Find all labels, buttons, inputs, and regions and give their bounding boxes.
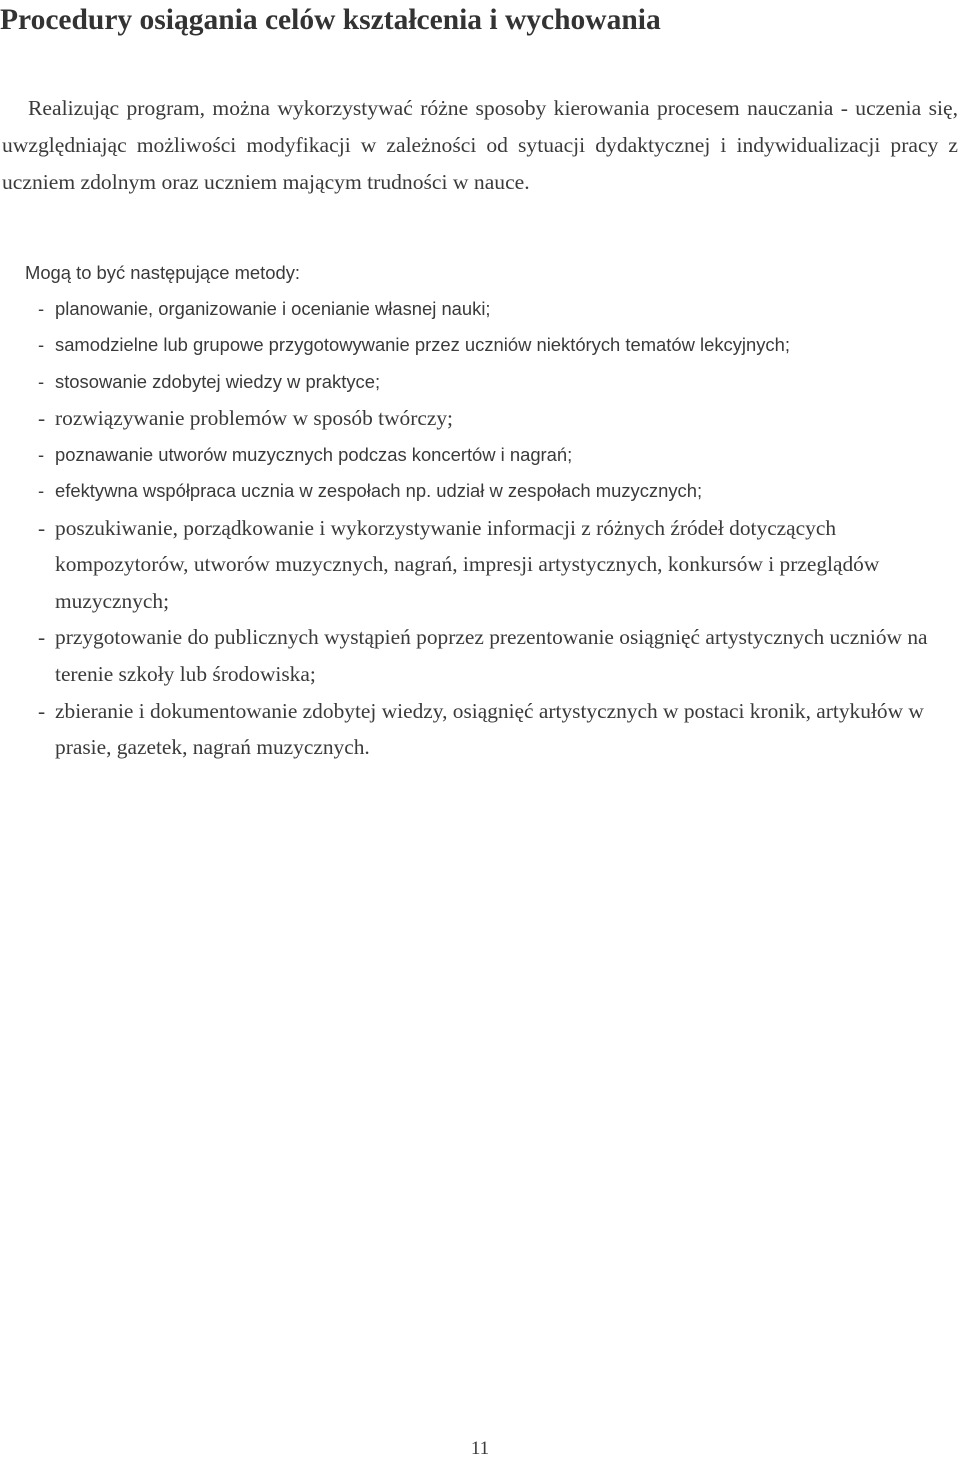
- methods-intro: Mogą to być następujące metody:: [25, 262, 300, 283]
- page-number: 11: [470, 1438, 490, 1459]
- list-item: [38, 619, 948, 692]
- list-dash: -: [38, 625, 46, 650]
- list-item: [38, 693, 948, 766]
- list-dash: -: [38, 298, 45, 319]
- list-item: [38, 327, 948, 363]
- methods-list: [38, 291, 948, 766]
- list-item: [38, 510, 948, 620]
- list-dash: -: [38, 334, 45, 356]
- list-dash: -: [38, 370, 45, 392]
- list-item-text: przygotowanie do publicznych wystąpień poprzez prezentowanie osiągnięć artystycznych uczniów na terenie szkoły lub środowiska;: [55, 625, 928, 686]
- list-item-text: stosowanie zdobytej wiedzy w praktyce;: [55, 370, 381, 392]
- list-item: [38, 437, 948, 473]
- list-item: [38, 473, 948, 509]
- page-title: Procedury osiągania celów kształcenia i wychowania: [0, 4, 661, 36]
- list-dash: -: [38, 480, 45, 502]
- list-dash: -: [38, 443, 45, 465]
- list-item-text: poznawanie utworów muzycznych podczas koncertów i nagrań;: [55, 443, 573, 465]
- list-item-text: poszukiwanie, porządkowanie i wykorzystywanie informacji z różnych źródeł dotyczących kompozytorów, utworów muzycznych, nagrań, impresji artystycznych, konkursów i przeglądów muzycznych;: [55, 515, 880, 613]
- list-item-text: zbieranie i dokumentowanie zdobytej wiedzy, osiągnięć artystycznych w postaci kronik, artykułów w prasie, gazetek, nagrań muzycznych.: [55, 698, 924, 760]
- list-dash: -: [38, 406, 46, 431]
- list-dash: -: [38, 515, 46, 540]
- intro-paragraph: [2, 90, 958, 201]
- list-item: [38, 364, 948, 400]
- list-item-text: efektywna współpraca ucznia w zespołach np. udział w zespołach muzycznych;: [55, 480, 703, 502]
- list-item-text: samodzielne lub grupowe przygotowywanie przez uczniów niektórych tematów lekcyjnych;: [55, 334, 790, 356]
- intro-text: Realizując program, można wykorzystywać różne sposoby kierowania procesem nauczania - uczenia się, uwzględniając możliwości modyfikacji w zależności od sytuacji dydaktycznej i indywidualizacji pracy z uczniem zdolnym oraz uczniem mającym trudności w nauce.: [2, 96, 958, 194]
- list-item: [38, 291, 948, 327]
- list-item-text: planowanie, organizowanie i ocenianie własnej nauki;: [55, 298, 491, 319]
- list-dash: -: [38, 698, 46, 723]
- list-item-text: rozwiązywanie problemów w sposób twórczy;: [55, 406, 453, 431]
- list-item: [38, 400, 948, 437]
